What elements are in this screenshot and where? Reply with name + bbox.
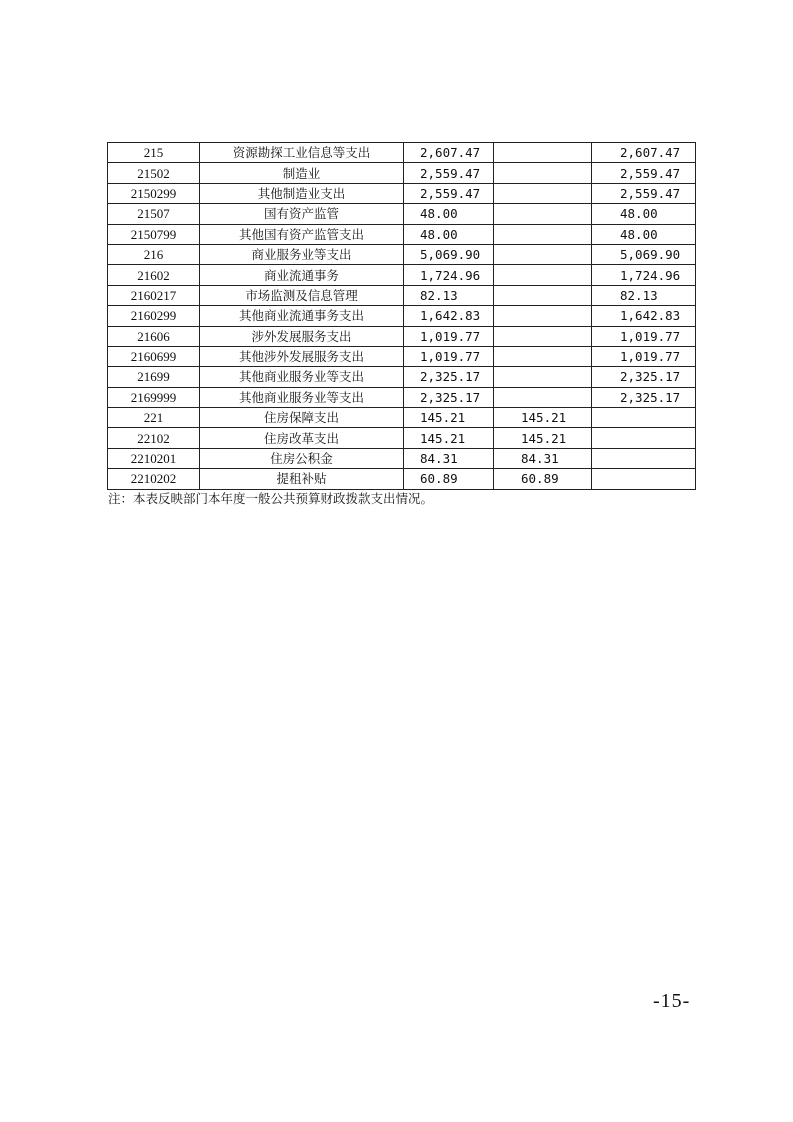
subject-code-cell: 21699	[108, 367, 200, 387]
basic-expenditure-cell	[494, 387, 592, 407]
total-amount-cell: 145.21	[404, 408, 494, 428]
basic-expenditure-cell	[494, 224, 592, 244]
project-expenditure-cell: 2,607.47	[592, 143, 696, 163]
table-row	[108, 183, 696, 203]
subject-code-cell: 215	[108, 143, 200, 163]
basic-expenditure-cell	[494, 163, 592, 183]
table-row	[108, 346, 696, 366]
subject-code-cell: 21502	[108, 163, 200, 183]
table-row	[108, 244, 696, 264]
project-expenditure-cell: 5,069.90	[592, 244, 696, 264]
subject-name-cell: 其他国有资产监管支出	[200, 224, 404, 244]
project-expenditure-cell: 48.00	[592, 224, 696, 244]
basic-expenditure-cell: 145.21	[494, 428, 592, 448]
table-row	[108, 265, 696, 285]
subject-name-cell: 住房保障支出	[200, 408, 404, 428]
total-amount-cell: 2,607.47	[404, 143, 494, 163]
subject-code-cell: 2210202	[108, 469, 200, 489]
basic-expenditure-cell	[494, 183, 592, 203]
table-row	[108, 387, 696, 407]
subject-name-cell: 市场监测及信息管理	[200, 285, 404, 305]
total-amount-cell: 82.13	[404, 285, 494, 305]
subject-name-cell: 制造业	[200, 163, 404, 183]
basic-expenditure-cell	[494, 306, 592, 326]
total-amount-cell: 1,019.77	[404, 346, 494, 366]
project-expenditure-cell	[592, 408, 696, 428]
total-amount-cell: 2,325.17	[404, 387, 494, 407]
subject-name-cell: 其他商业服务业等支出	[200, 367, 404, 387]
subject-code-cell: 21606	[108, 326, 200, 346]
expenditure-table	[107, 142, 696, 490]
total-amount-cell: 1,019.77	[404, 326, 494, 346]
subject-code-cell: 216	[108, 244, 200, 264]
total-amount-cell: 1,642.83	[404, 306, 494, 326]
total-amount-cell: 5,069.90	[404, 244, 494, 264]
subject-name-cell: 其他商业服务业等支出	[200, 387, 404, 407]
subject-name-cell: 涉外发展服务支出	[200, 326, 404, 346]
subject-name-cell: 资源勘探工业信息等支出	[200, 143, 404, 163]
project-expenditure-cell: 2,325.17	[592, 367, 696, 387]
subject-code-cell: 221	[108, 408, 200, 428]
subject-name-cell: 提租补贴	[200, 469, 404, 489]
subject-name-cell: 住房公积金	[200, 448, 404, 468]
project-expenditure-cell	[592, 428, 696, 448]
subject-name-cell: 商业流通事务	[200, 265, 404, 285]
total-amount-cell: 2,559.47	[404, 163, 494, 183]
table-row	[108, 143, 696, 163]
subject-code-cell: 21602	[108, 265, 200, 285]
subject-name-cell: 其他商业流通事务支出	[200, 306, 404, 326]
total-amount-cell: 48.00	[404, 224, 494, 244]
subject-name-cell: 国有资产监管	[200, 204, 404, 224]
project-expenditure-cell: 82.13	[592, 285, 696, 305]
subject-code-cell: 2160699	[108, 346, 200, 366]
total-amount-cell: 2,325.17	[404, 367, 494, 387]
project-expenditure-cell: 2,559.47	[592, 163, 696, 183]
subject-name-cell: 商业服务业等支出	[200, 244, 404, 264]
total-amount-cell: 84.31	[404, 448, 494, 468]
table-row	[108, 367, 696, 387]
table-row	[108, 469, 696, 489]
table-row	[108, 204, 696, 224]
table-row	[108, 448, 696, 468]
subject-code-cell: 2160299	[108, 306, 200, 326]
project-expenditure-cell: 1,642.83	[592, 306, 696, 326]
subject-code-cell: 22102	[108, 428, 200, 448]
total-amount-cell: 2,559.47	[404, 183, 494, 203]
table-row	[108, 306, 696, 326]
basic-expenditure-cell	[494, 143, 592, 163]
basic-expenditure-cell: 145.21	[494, 408, 592, 428]
table-row	[108, 408, 696, 428]
basic-expenditure-cell	[494, 204, 592, 224]
project-expenditure-cell: 1,724.96	[592, 265, 696, 285]
table-body	[108, 143, 696, 490]
table-row	[108, 224, 696, 244]
project-expenditure-cell	[592, 448, 696, 468]
total-amount-cell: 60.89	[404, 469, 494, 489]
project-expenditure-cell: 2,325.17	[592, 387, 696, 407]
total-amount-cell: 145.21	[404, 428, 494, 448]
table-note: 注：本表反映部门本年度一般公共预算财政拨款支出情况。	[108, 491, 434, 506]
table-row	[108, 163, 696, 183]
subject-code-cell: 2160217	[108, 285, 200, 305]
basic-expenditure-cell	[494, 367, 592, 387]
subject-code-cell: 2150799	[108, 224, 200, 244]
basic-expenditure-cell	[494, 326, 592, 346]
basic-expenditure-cell	[494, 244, 592, 264]
page-number: -15-	[653, 990, 691, 1012]
total-amount-cell: 1,724.96	[404, 265, 494, 285]
table-row	[108, 326, 696, 346]
basic-expenditure-cell	[494, 346, 592, 366]
subject-name-cell: 其他涉外发展服务支出	[200, 346, 404, 366]
project-expenditure-cell: 2,559.47	[592, 183, 696, 203]
project-expenditure-cell	[592, 469, 696, 489]
subject-code-cell: 2210201	[108, 448, 200, 468]
basic-expenditure-cell: 60.89	[494, 469, 592, 489]
basic-expenditure-cell	[494, 265, 592, 285]
total-amount-cell: 48.00	[404, 204, 494, 224]
basic-expenditure-cell: 84.31	[494, 448, 592, 468]
subject-name-cell: 住房改革支出	[200, 428, 404, 448]
project-expenditure-cell: 48.00	[592, 204, 696, 224]
project-expenditure-cell: 1,019.77	[592, 326, 696, 346]
table-row	[108, 285, 696, 305]
table-row	[108, 428, 696, 448]
basic-expenditure-cell	[494, 285, 592, 305]
subject-code-cell: 2169999	[108, 387, 200, 407]
project-expenditure-cell: 1,019.77	[592, 346, 696, 366]
subject-code-cell: 2150299	[108, 183, 200, 203]
subject-name-cell: 其他制造业支出	[200, 183, 404, 203]
subject-code-cell: 21507	[108, 204, 200, 224]
